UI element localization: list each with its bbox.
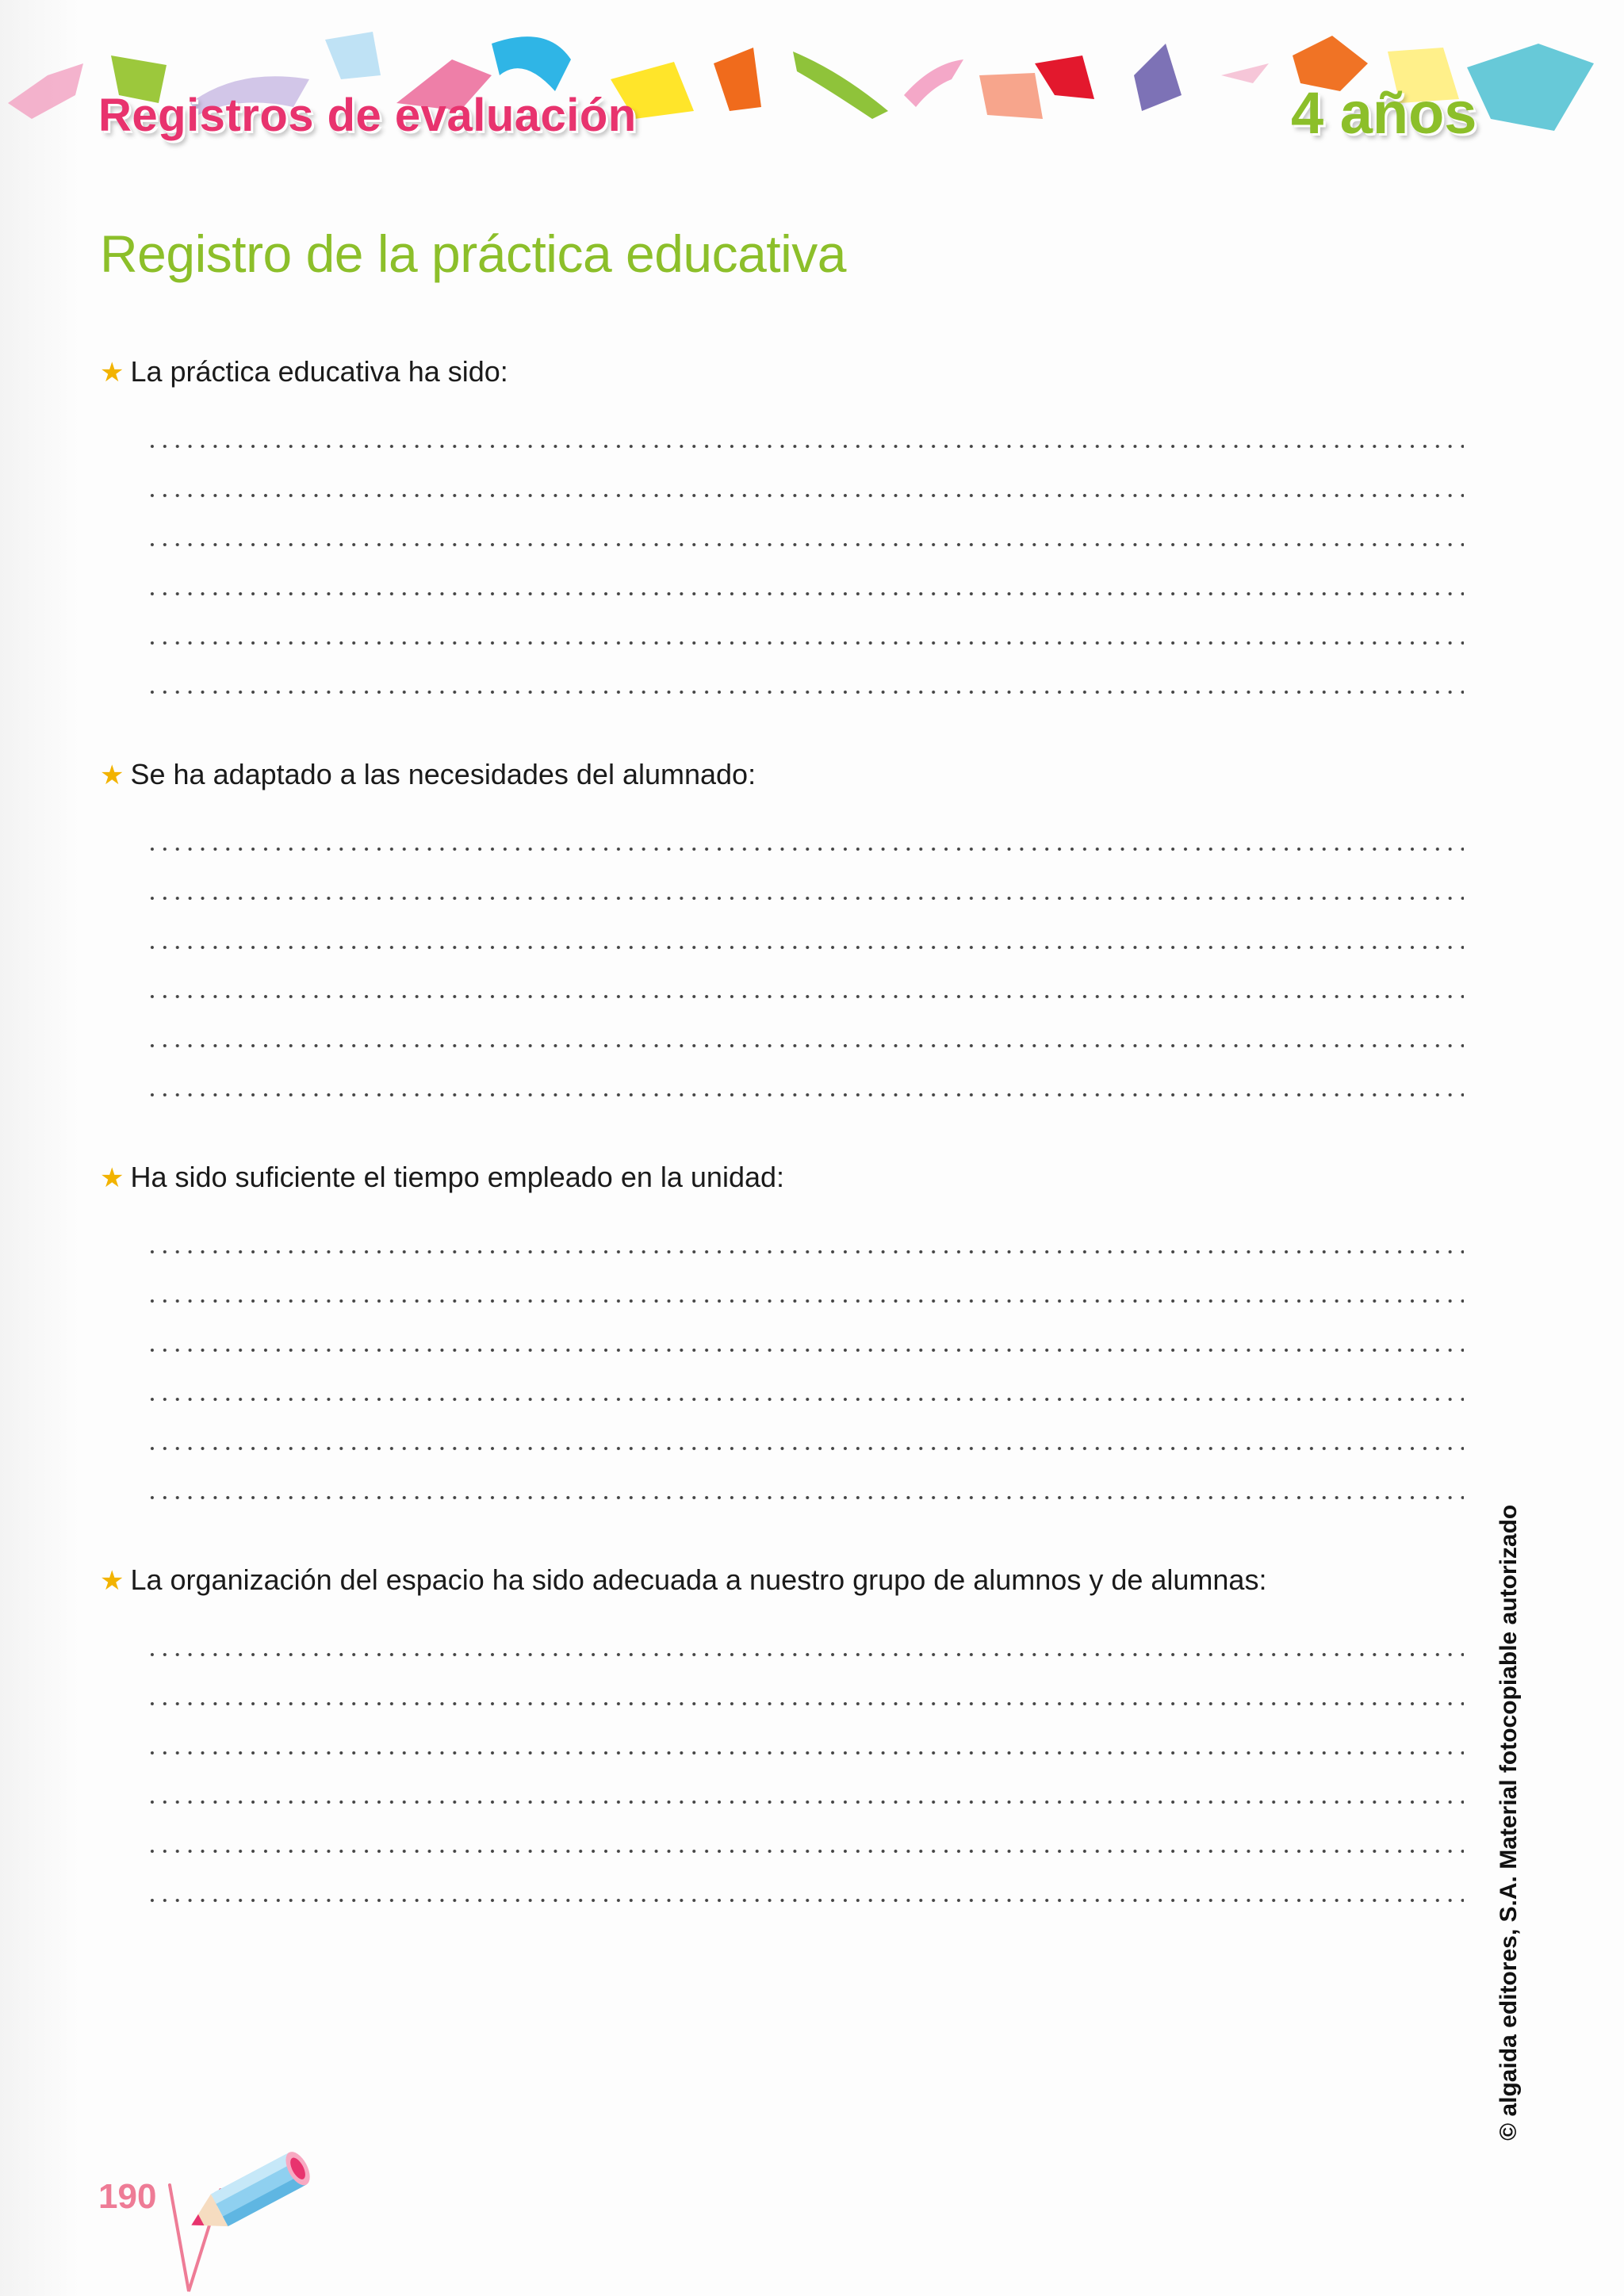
answer-lines	[146, 809, 1464, 1104]
header-title: Registros de evaluación	[98, 90, 637, 141]
answer-line[interactable]	[146, 1005, 1464, 1054]
answer-line[interactable]	[146, 1408, 1464, 1457]
answer-line[interactable]	[146, 1614, 1464, 1663]
question-section	[100, 1560, 1464, 1909]
answer-lines	[146, 1211, 1464, 1506]
question-text: La organización del espacio ha sido adecuada a nuestro grupo de alumnos y de alumnas:	[130, 1563, 1267, 1596]
answer-lines	[146, 1614, 1464, 1909]
answer-line[interactable]	[146, 1811, 1464, 1860]
question-prompt	[100, 1158, 1464, 1197]
page-number: 190	[98, 2177, 157, 2216]
answer-line[interactable]	[146, 1457, 1464, 1506]
answer-line[interactable]	[146, 1712, 1464, 1762]
question-prompt	[100, 755, 1464, 794]
question-section	[100, 352, 1464, 701]
answer-line[interactable]	[146, 1054, 1464, 1104]
answer-line[interactable]	[146, 504, 1464, 553]
copyright-notice: © algaida editores, S.A. Material fotocopiable autorizado	[1496, 1504, 1522, 2141]
star-icon: ★	[100, 1163, 124, 1193]
answer-line[interactable]	[146, 1310, 1464, 1359]
answer-line[interactable]	[146, 858, 1464, 907]
answer-lines	[146, 406, 1464, 701]
question-text: Se ha adaptado a las necesidades del alumnado:	[130, 758, 756, 790]
answer-line[interactable]	[146, 1359, 1464, 1408]
answer-line[interactable]	[146, 652, 1464, 701]
star-icon: ★	[100, 760, 124, 790]
answer-line[interactable]	[146, 907, 1464, 956]
answer-line[interactable]	[146, 1860, 1464, 1909]
answer-line[interactable]	[146, 406, 1464, 455]
page-title: Registro de la práctica educativa	[100, 224, 847, 283]
answer-line[interactable]	[146, 603, 1464, 652]
star-icon: ★	[100, 358, 124, 388]
answer-line[interactable]	[146, 553, 1464, 603]
age-label: 4 años	[1291, 80, 1477, 146]
question-section	[100, 1158, 1464, 1506]
question-prompt	[100, 352, 1464, 392]
question-text: La práctica educativa ha sido:	[130, 355, 508, 388]
question-text: Ha sido suficiente el tiempo empleado en la unidad:	[130, 1161, 785, 1193]
pencil-icon	[149, 2133, 339, 2296]
star-icon: ★	[100, 1566, 124, 1596]
answer-line[interactable]	[146, 956, 1464, 1005]
page-shadow	[0, 0, 79, 2296]
question-section	[100, 755, 1464, 1104]
answer-line[interactable]	[146, 455, 1464, 504]
answer-line[interactable]	[146, 1261, 1464, 1310]
answer-line[interactable]	[146, 1211, 1464, 1261]
answer-line[interactable]	[146, 809, 1464, 858]
question-prompt	[100, 1560, 1464, 1600]
answer-line[interactable]	[146, 1663, 1464, 1712]
answer-line[interactable]	[146, 1762, 1464, 1811]
